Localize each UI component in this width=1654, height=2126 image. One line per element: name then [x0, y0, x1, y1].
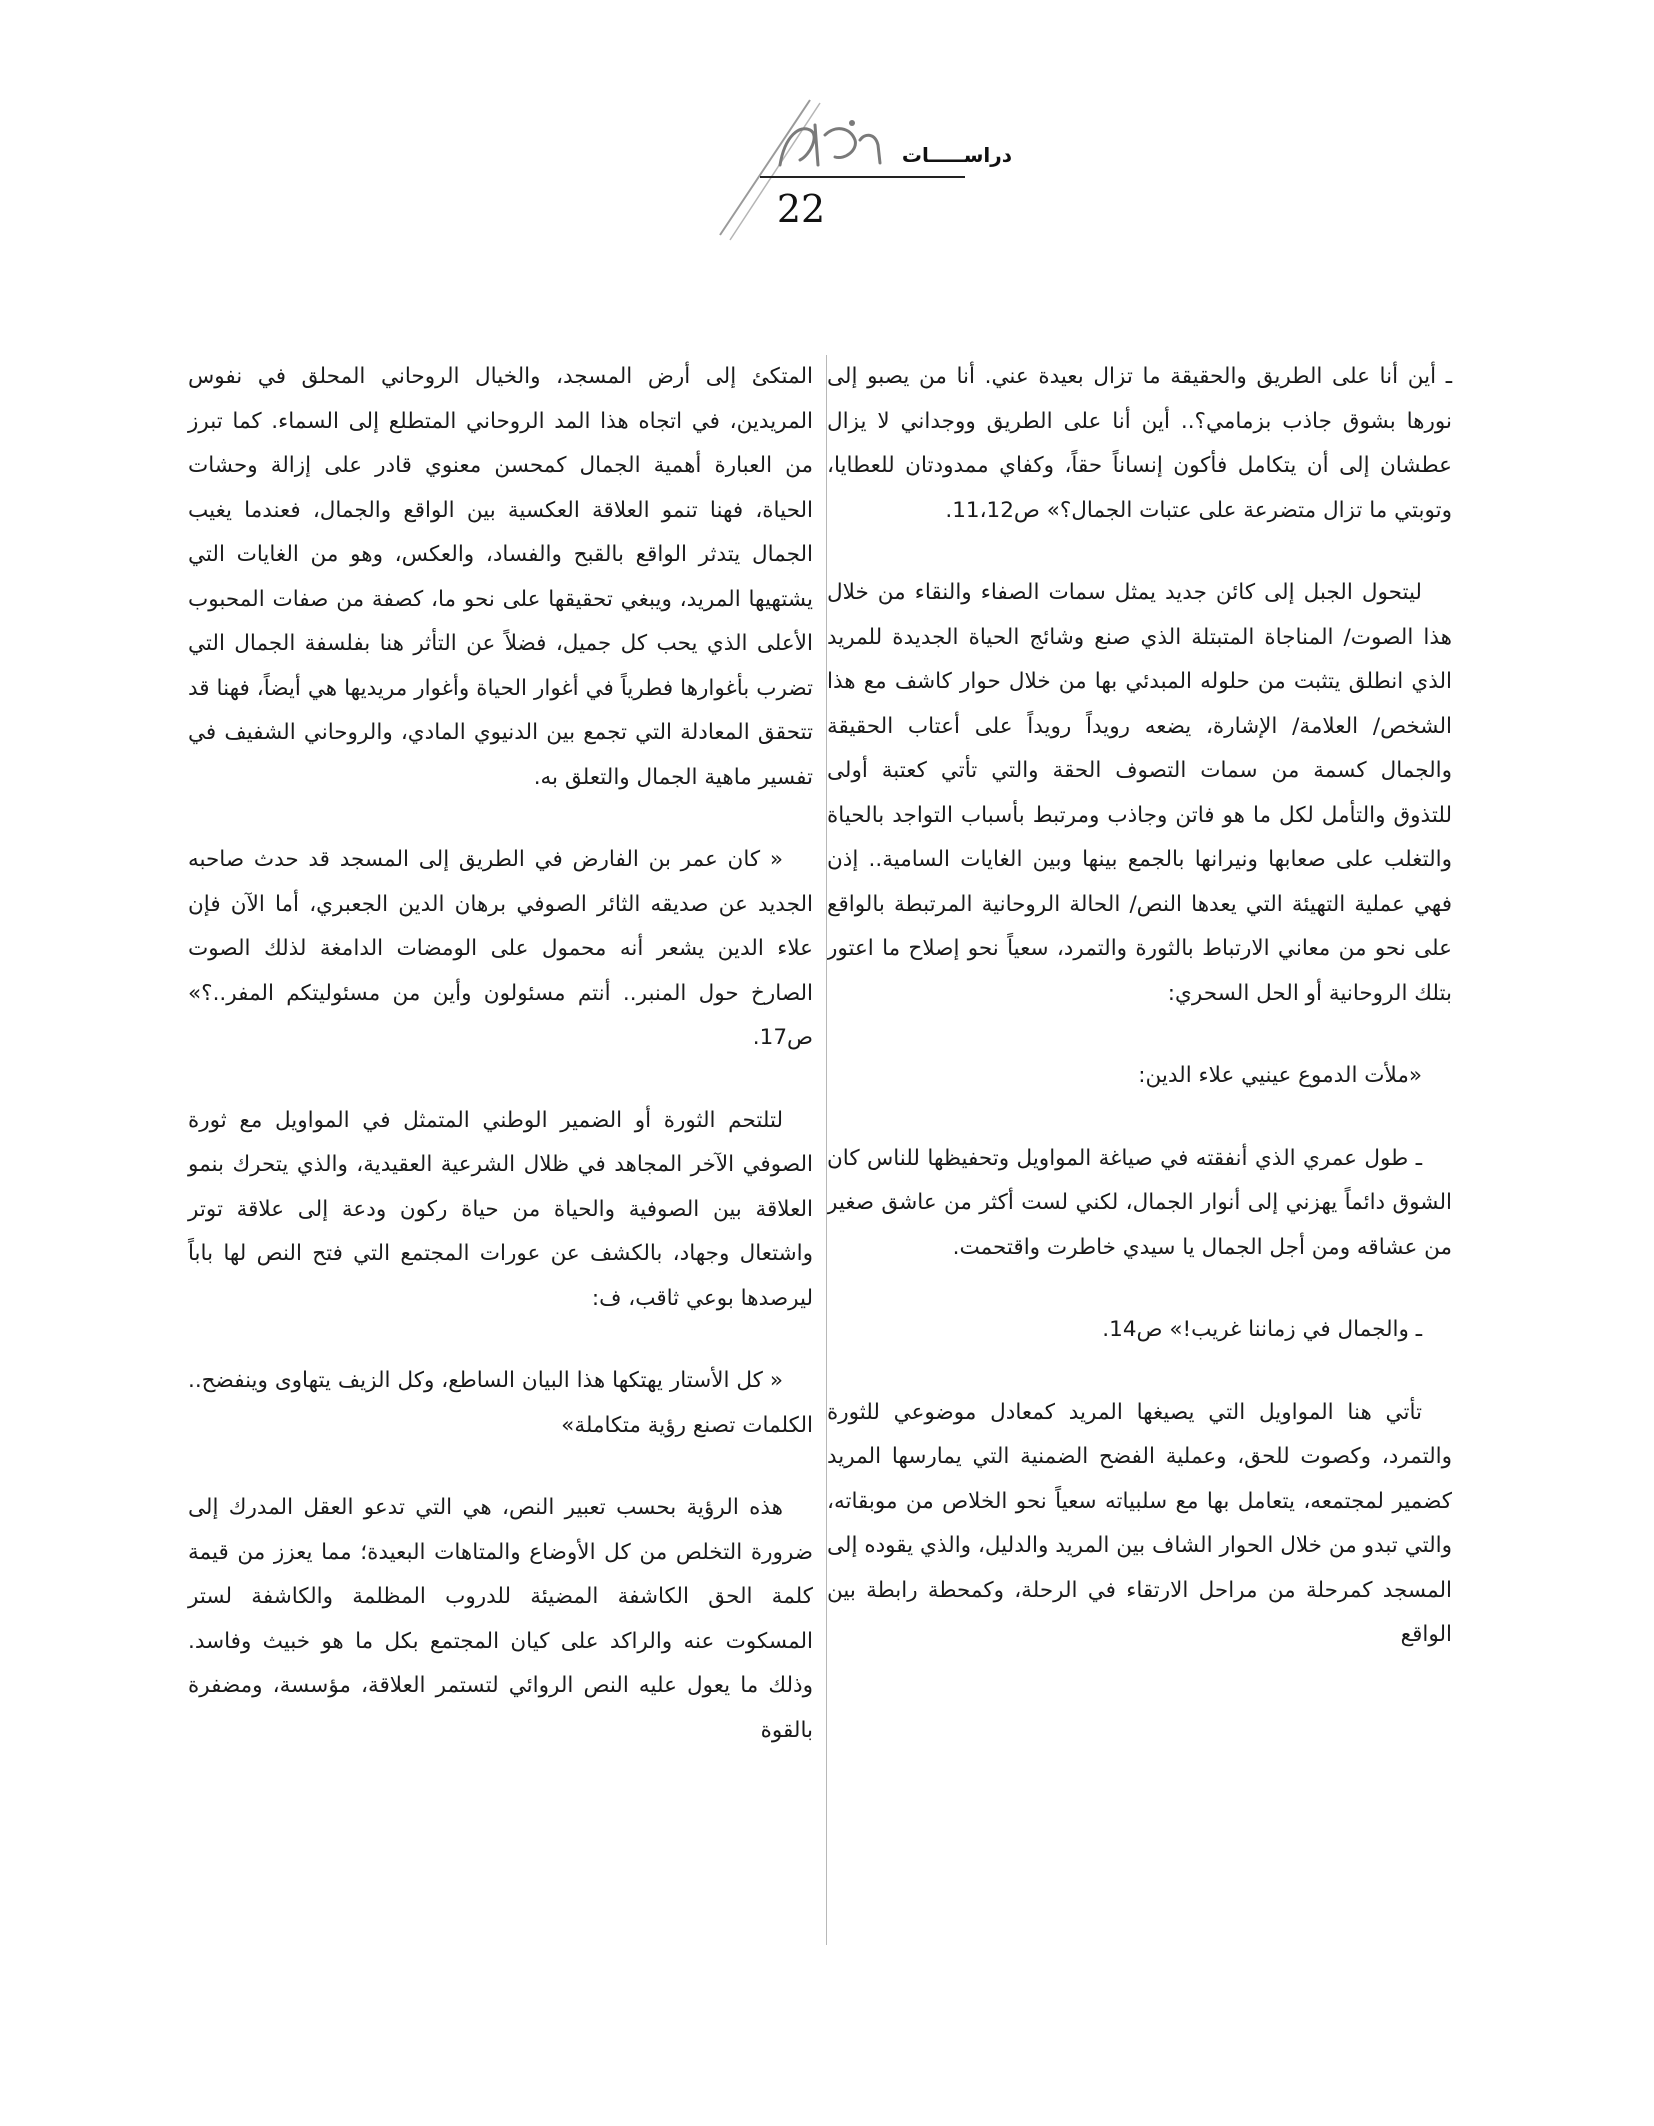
paragraph: ـ أين أنا على الطريق والحقيقة ما تزال بعيدة عني. أنا من يصبو إلى نورها بشوق جاذب بزمامي؟.. أين أنا على الطريق ووجداني لا يزال عطشان إلى أن يتكامل فأكون إنساناً حقاً، وكفاي ممدودتان للعطايا، وتوبتي ما تزال متضرعة على عتبات الجمال؟» ص11،12.	[827, 364, 1452, 523]
paragraph: هذه الرؤية بحسب تعبير النص، هي التي تدعو العقل المدرك إلى ضرورة التخلص من كل الأوضاع والمتاهات البعيدة؛ مما يعزز من قيمة كلمة الحق الكاشفة المضيئة للدروب المظلمة والكاشفة لستر المسكوت عنه والراكد على كيان المجتمع بكل ما هو خبيث وفاسد. وذلك ما يعول عليه النص الروائي لتستمر العلاقة، مؤسسة، ومضفرة بالقوة	[188, 1495, 813, 1743]
page-number: 22	[776, 187, 826, 231]
quote-paragraph: « كان عمر بن الفارض في الطريق إلى المسجد قد حدث صاحبه الجديد عن صديقه الثائر الصوفي برهان الدين الجعبري، أما الآن فإن علاء الدين يشعر أنه محمول على الومضات الدامغة لذلك الصوت الصارخ حول المنبر.. أنتم مسئولون وأين من مسئوليتكم المفر..؟» ص17.	[188, 847, 813, 1050]
text-column-right	[827, 355, 1452, 1696]
paragraph: المتكئ إلى أرض المسجد، والخيال الروحاني المحلق في نفوس المريدين، في اتجاه هذا المد الروحاني المتطلع إلى السماء. كما تبرز من العبارة أهمية الجمال كمحسن معنوي قادر على إزالة وحشات الحياة، فهنا تنمو العلاقة العكسية بين الواقع والجمال، فعندما يغيب الجمال يتدثر الواقع بالقبح والفساد، والعكس، وهو من الغايات التي يشتهيها المريد، ويبغي تحقيقها على نحو ما، كصفة من صفات المحبوب الأعلى الذي يحب كل جميل، فضلاً عن التأثر هنا بفلسفة الجمال التي تضرب بأغوارها فطرياً في أغوار الحياة وأغوار مريديها هي أيضاً، فهنا قد تتحقق المعادلة التي تجمع بين الدنيوي المادي، والروحاني الشفيف في تفسير ماهية الجمال والتعلق به.	[188, 364, 813, 790]
paragraph: ليتحول الجبل إلى كائن جديد يمثل سمات الصفاء والنقاء من خلال هذا الصوت/ المناجاة المتبتلة الذي صنع وشائج الحياة الجديدة للمريد الذي انطلق يتثبت من حلوله المبدئي بها من خلال حوار كاشف مع هذا الشخص/ العلامة/ الإشارة، يضعه رويداً رويداً على أعتاب الحقيقة والجمال كسمة من سمات التصوف الحقة والتي تأتي كعتبة أولى للتذوق والتأمل لكل ما هو فاتن وجاذب ومرتبط بأسباب التواجد بالحياة والتغلب على صعابها ونيرانها بالجمع بينها وبين الغايات السامية.. إذن فهي عملية التهيئة التي يعدها النص/ الحالة الروحانية المرتبطة بالواقع على نحو من معاني الارتباط بالثورة والتمرد، سعياً نحو إصلاح ما اعتور بتلك الروحانية أو الحل السحري:	[827, 580, 1452, 1006]
section-label: دراســـــات	[901, 143, 1012, 167]
quote-paragraph: ـ طول عمري الذي أنفقته في صياغة المواويل وتحفيظها للناس كان الشوق دائماً يهزني إلى أنوار الجمال، لكني لست أكثر من عاشق صغير من عشاقه ومن أجل الجمال يا سيدي خاطرت واقتحمت.	[827, 1145, 1452, 1260]
quote-paragraph: «ملأت الدموع عينيي علاء الدين:	[1138, 1063, 1422, 1088]
text-column-left	[188, 355, 813, 1791]
paragraph: لتلتحم الثورة أو الضمير الوطني المتمثل في المواويل مع ثورة الصوفي الآخر المجاهد في ظلال الشرعية العقيدية، والذي يتحرك بنمو العلاقة بين الصوفية والحياة من حياة ركون ودعة إلى علاقة توتر واشتعال وجهاد، بالكشف عن عورات المجتمع التي فتح النص لها باباً ليرصدها بوعي ثاقب، ف:	[188, 1107, 813, 1311]
column-divider	[826, 355, 827, 1945]
quote-paragraph: ـ والجمال في زماننا غريب!» ص14.	[1102, 1317, 1422, 1342]
page-header	[660, 95, 1012, 245]
paragraph: تأتي هنا المواويل التي يصيغها المريد كمعادل موضوعي للثورة والتمرد، وكصوت للحق، وعملية الفضح الضمنية التي يمارسها المريد كضمير لمجتمعه، يتعامل بها مع سلبياته سعياً نحو الخلاص من موبقاته، والتي تبدو من خلال الحوار الشاف بين المريد والدليل، والذي يقوده إلى المسجد كمرحلة من مراحل الارتقاء في الرحلة، وكمحطة رابطة بين الواقع	[827, 1399, 1452, 1647]
quote-paragraph: « كل الأستار يهتكها هذا البيان الساطع، وكل الزيف يتهاوى وينفضح.. الكلمات تصنع رؤية متكاملة»	[188, 1368, 813, 1438]
